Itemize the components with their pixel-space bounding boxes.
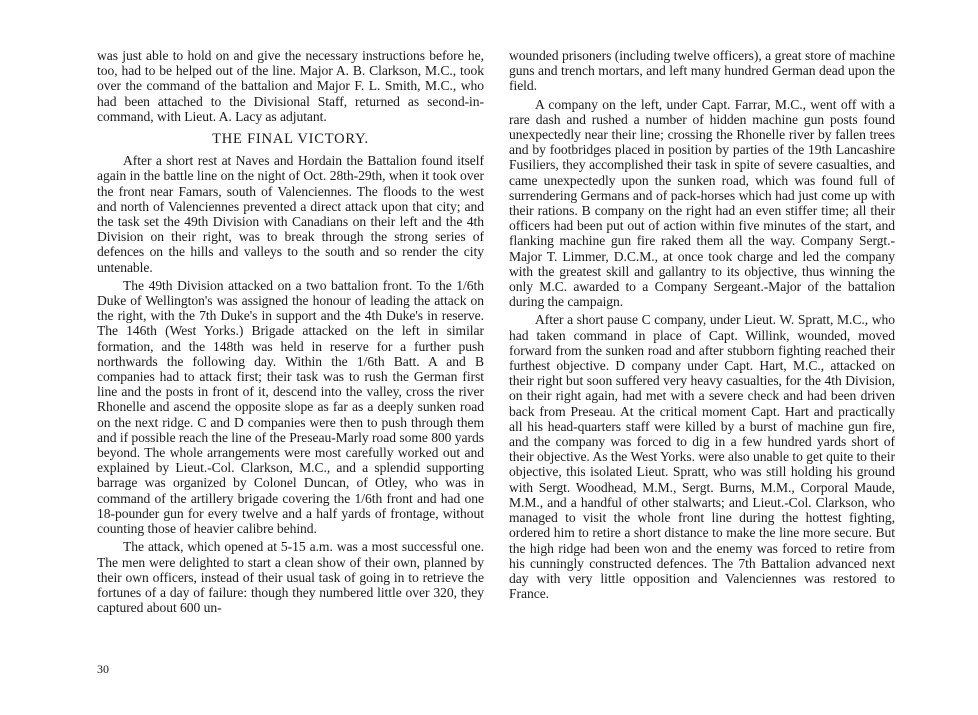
right-column bbox=[509, 48, 895, 601]
right-paragraph-1: wounded prisoners (including twelve officers), a great store of machine guns and trench mortars, and left many hundred German dead upon the field. bbox=[509, 48, 895, 94]
left-paragraph-1: was just able to hold on and give the necessary instructions before he, too, had to be helped out of the line. Major A. B. Clarkson, M.C., took over the command of the battalion and Major F. L. Smith, M.C., who had been attached to the Divisional Staff, returned as second-in-command, with Lieut. A. Lacy as adjutant. bbox=[97, 48, 484, 124]
section-title: THE FINAL VICTORY. bbox=[212, 131, 369, 148]
left-column bbox=[97, 48, 484, 615]
right-paragraph-3: After a short pause C company, under Lieut. W. Spratt, M.C., who had taken command in place of Capt. Willink, wounded, moved forward from the sunken road and after stubborn fighting reached their furthest objective. D company under Capt. Hart, M.C., attacked on their right but soon suffered very heavy casualties, for the 4th Division, on their right again, had met with a severe check and had been driven back from Preseau. At the critical moment Capt. Hart and practically all his head-quarters staff were killed by a burst of machine gun fire, and the company was forced to dig in a few hundred yards short of their objective. As the West Yorks. were also unable to get quite to their objective, this isolated Lieut. Spratt, who was still holding his ground with Sergt. Woodhead, M.M., Sergt. Burns, M.M., Corporal Maude, M.M., and a handful of other stalwarts; and Lieut.-Col. Clarkson, who managed to visit the whole front line during the hottest fighting, ordered him to retire a short distance to make the line more secure. But the high ridge had been won and the enemy was forced to retire from his cunningly constructed defences. The 7th Battalion advanced next day with very little opposition and Valenciennes was restored to France. bbox=[509, 312, 895, 602]
page-number: 30 bbox=[97, 662, 109, 676]
right-paragraph-2: A company on the left, under Capt. Farrar, M.C., went off with a rare dash and rushed a number of hidden machine gun posts found unexpectedly near their line; crossing the Rhonelle river by fallen trees and by footbridges placed in position by parties of the 19th Lancashire Fusiliers, they accomplished their task in spite of severe casualties, and came unexpectedly upon the sunken road, which was found full of surrendering Germans and of pack-horses which had just come up with their rations. B company on the right had an even stiffer time; all their officers had been put out of action within five minutes of the start, and flanking machine gun fire raked them all the way. Company Sergt.-Major T. Limmer, D.C.M., at once took charge and led the company with the greatest skill and gallantry to its objective, thus winning the only M.C. awarded to a Company Sergeant.-Major of the battalion during the campaign. bbox=[509, 96, 895, 310]
left-paragraph-2: After a short rest at Naves and Hordain the Battalion found itself again in the battle line on the night of Oct. 28th-29th, when it took over the front near Famars, south of Valenciennes. The floods to the west and north of Valenciennes prevented a direct attack upon that city; and the task set the 49th Division with Canadians on their left and the 4th Division on their right, was to break through the strong series of defences on the hills and valleys to the south and so render the city untenable. bbox=[97, 153, 484, 275]
left-paragraph-4: The attack, which opened at 5-15 a.m. was a most successful one. The men were delighted to start a clean show of their own, planned by their own officers, instead of their usual task of going in to retrieve the fortunes of a day of failure: though they numbered little over 320, they captured about 600 un- bbox=[97, 539, 484, 616]
left-paragraph-3: The 49th Division attacked on a two battalion front. To the 1/6th Duke of Wellington's was assigned the honour of leading the attack on the right, with the 7th Duke's in support and the 4th Duke's in reserve. The 146th (West Yorks.) Brigade attacked on the left in similar formation, and the 148th was held in reserve for a further push northwards the following day. Within the 1/6th Batt. A and B companies had to attack first; their task was to rush the German first line and the posts in front of it, descend into the valley, cross the river Rhonelle and ascend the opposite slope as far as a deeply sunken road on the next ridge. C and D companies were then to push through them and if possible reach the line of the Preseau-Marly road some 800 yards beyond. The whole arrangements were most carefully worked out and explained by Lieut.-Col. Clarkson, M.C., and a splendid supporting barrage was organized by Colonel Duncan, of Otley, who was in command of the artillery brigade covering the 1/6th front and had one 18-pounder gun for every twelve and a half yards of frontage, without counting those of heavier calibre behind. bbox=[97, 277, 484, 537]
